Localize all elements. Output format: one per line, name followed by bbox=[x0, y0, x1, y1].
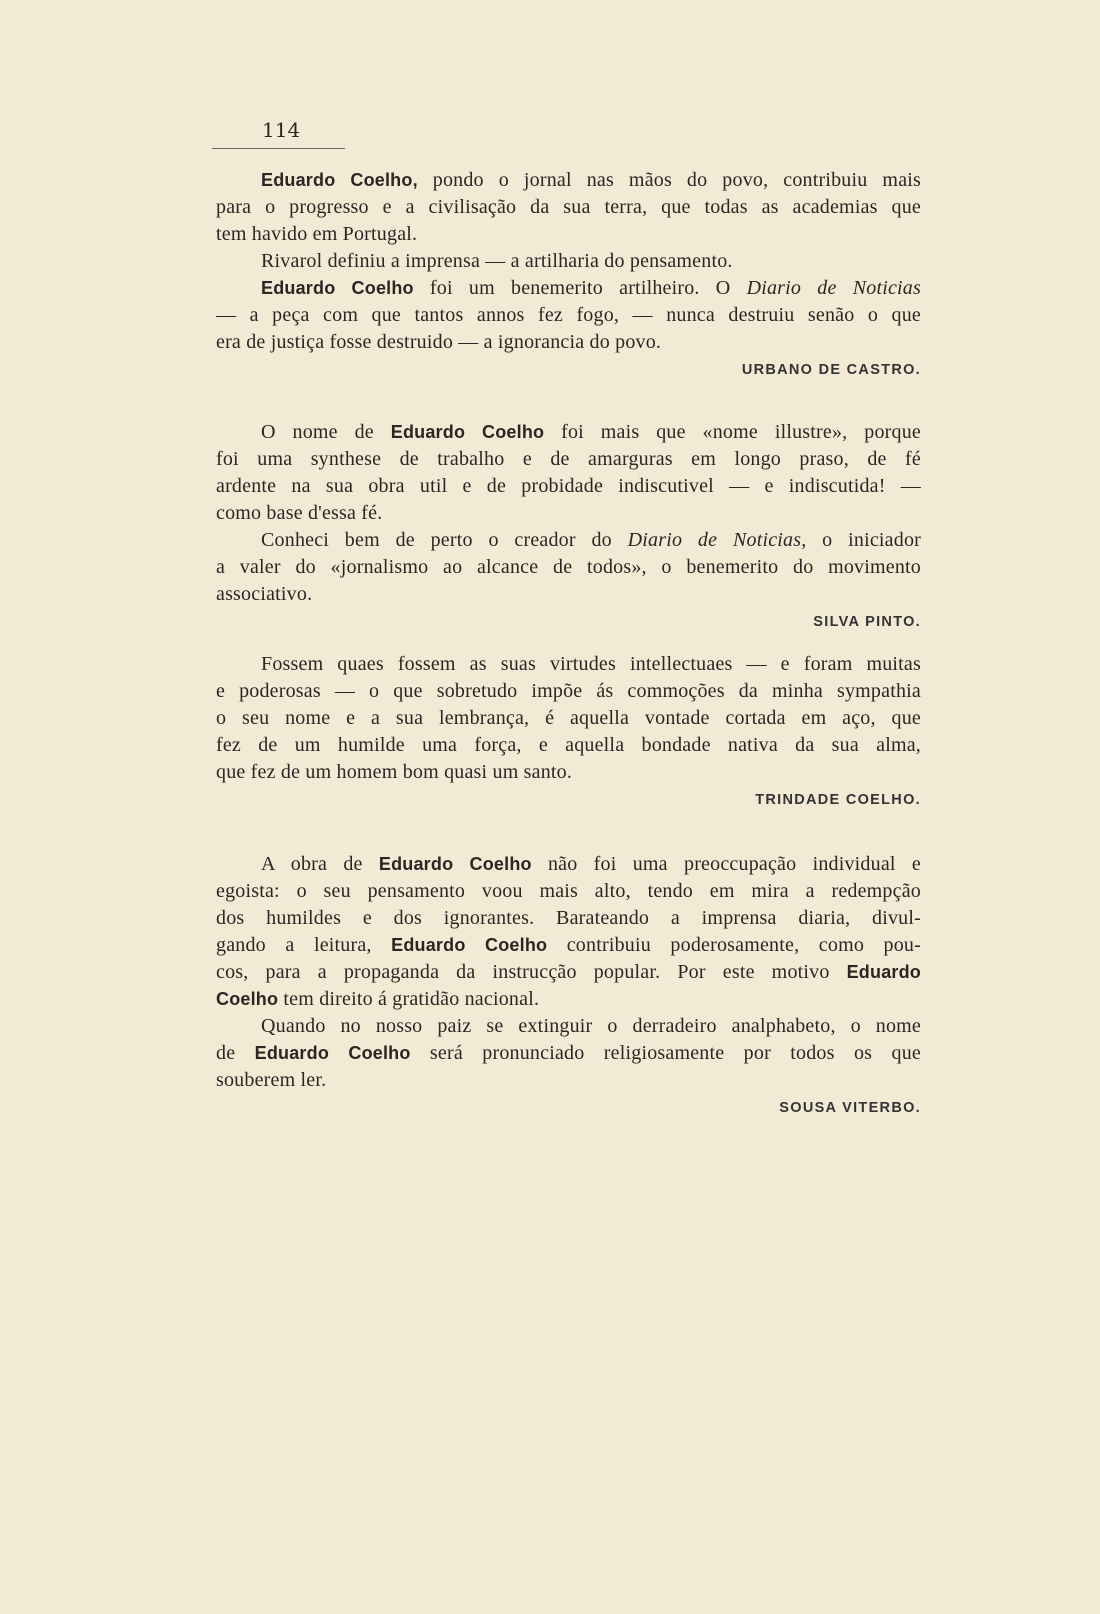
text-run: ardente na sua obra util e de probidade indiscutivel — e indiscutida! — bbox=[216, 475, 921, 497]
tribute-silva-pinto bbox=[216, 419, 921, 638]
text-line bbox=[216, 329, 921, 356]
text-line bbox=[216, 759, 921, 786]
text-line bbox=[216, 651, 921, 678]
text-run: foi mais que «nome illustre», porque bbox=[544, 421, 921, 443]
text-line bbox=[216, 221, 921, 248]
text-line bbox=[216, 275, 921, 302]
text-run: Conheci bem de perto o creador do bbox=[261, 529, 628, 551]
text-run: pondo o jornal nas mãos do povo, contribuiu mais bbox=[417, 169, 922, 191]
text-run: fez de um humilde uma força, e aquella bondade nativa da sua alma, bbox=[216, 734, 921, 756]
text-line bbox=[216, 932, 921, 959]
text-run: contribuiu poderosamente, como pou- bbox=[547, 934, 921, 956]
text-line bbox=[216, 1013, 921, 1040]
text-run: associativo. bbox=[216, 583, 313, 605]
text-line bbox=[216, 500, 921, 527]
text-line bbox=[216, 473, 921, 500]
text-run: não foi uma preoccupação individual e bbox=[531, 853, 921, 875]
text-run: a valer do «jornalismo ao alcance de todos», o benemerito do movimento bbox=[216, 556, 921, 578]
text-run: será pronunciado religiosamente por todos os que bbox=[410, 1042, 921, 1064]
text-run: Quando no nosso paiz se extinguir o derradeiro analphabeto, o nome bbox=[261, 1015, 921, 1037]
tribute-urbano-de-castro bbox=[216, 167, 921, 386]
text-run: e poderosas — o que sobretudo impõe ás commoções da minha sympathia bbox=[216, 680, 921, 702]
text-line bbox=[216, 705, 921, 732]
text-line bbox=[216, 527, 921, 554]
signature: URBANO DE CASTRO. bbox=[741, 362, 921, 378]
text-line bbox=[216, 732, 921, 759]
text-run: como base d'essa fé. bbox=[216, 502, 383, 524]
signature: SILVA PINTO. bbox=[813, 614, 921, 630]
text-run: tem direito á gratidão nacional. bbox=[278, 988, 540, 1010]
italic-title: Diario de Noticias, bbox=[627, 529, 807, 551]
text-run: de bbox=[216, 1042, 255, 1064]
signature: TRINDADE COELHO. bbox=[755, 792, 921, 808]
text-line bbox=[216, 959, 921, 986]
text-run: dos humildes e dos ignorantes. Barateando a imprensa diaria, divul- bbox=[216, 907, 921, 929]
text-line bbox=[216, 851, 921, 878]
text-line bbox=[216, 248, 921, 275]
page-number: 114 bbox=[262, 118, 301, 142]
text-run: A obra de bbox=[261, 853, 379, 875]
text-run: era de justiça fosse destruido — a ignorancia do povo. bbox=[216, 331, 662, 353]
text-run: — a peça com que tantos annos fez fogo, — nunca destruiu senão o que bbox=[216, 304, 921, 326]
text-line bbox=[216, 302, 921, 329]
bold-name: Eduardo Coelho bbox=[261, 278, 414, 298]
tribute-sousa-viterbo bbox=[216, 851, 921, 1124]
text-run: gando a leitura, bbox=[216, 934, 392, 956]
italic-title: Diario de Noticias bbox=[746, 277, 921, 299]
text-line bbox=[216, 581, 921, 608]
text-run: foi um benemerito artilheiro. O bbox=[413, 277, 747, 299]
bold-name: Eduardo Coelho, bbox=[261, 170, 418, 190]
text-line bbox=[216, 167, 921, 194]
text-line bbox=[216, 1067, 921, 1094]
bold-name: Eduardo Coelho bbox=[378, 854, 532, 874]
text-run: Fossem quaes fossem as suas virtudes intellectuaes — e foram muitas bbox=[261, 653, 921, 675]
header-rule bbox=[212, 148, 345, 149]
text-line bbox=[216, 678, 921, 705]
text-line bbox=[216, 194, 921, 221]
bold-name: Eduardo bbox=[846, 962, 921, 982]
text-run: o seu nome e a sua lembrança, é aquella vontade cortada em aço, que bbox=[216, 707, 921, 729]
bold-name: Eduardo Coelho bbox=[390, 422, 545, 442]
text-line bbox=[216, 878, 921, 905]
text-line bbox=[216, 446, 921, 473]
bold-name: Eduardo Coelho bbox=[391, 935, 548, 955]
bold-name: Eduardo Coelho bbox=[254, 1043, 411, 1063]
text-line bbox=[216, 554, 921, 581]
text-run: souberem ler. bbox=[216, 1069, 327, 1091]
bold-name: Coelho bbox=[216, 989, 279, 1009]
text-run: o iniciador bbox=[806, 529, 921, 551]
text-line bbox=[216, 986, 921, 1013]
signature: SOUSA VITERBO. bbox=[779, 1100, 921, 1116]
text-line bbox=[216, 905, 921, 932]
text-run: egoista: o seu pensamento voou mais alto, tendo em mira a redempção bbox=[216, 880, 921, 902]
text-run: Rivarol definiu a imprensa — a artilharia do pensamento. bbox=[261, 250, 733, 272]
text-run: O nome de bbox=[261, 421, 391, 443]
text-run: cos, para a propaganda da instrucção popular. Por este motivo bbox=[216, 961, 847, 983]
text-run: foi uma synthese de trabalho e de amarguras em longo praso, de fé bbox=[216, 448, 921, 470]
text-run: tem havido em Portugal. bbox=[216, 223, 418, 245]
tribute-trindade-coelho bbox=[216, 651, 921, 816]
text-run: para o progresso e a civilisação da sua terra, que todas as academias que bbox=[216, 196, 921, 218]
text-run: que fez de um homem bom quasi um santo. bbox=[216, 761, 573, 783]
text-line bbox=[216, 1040, 921, 1067]
text-line bbox=[216, 419, 921, 446]
